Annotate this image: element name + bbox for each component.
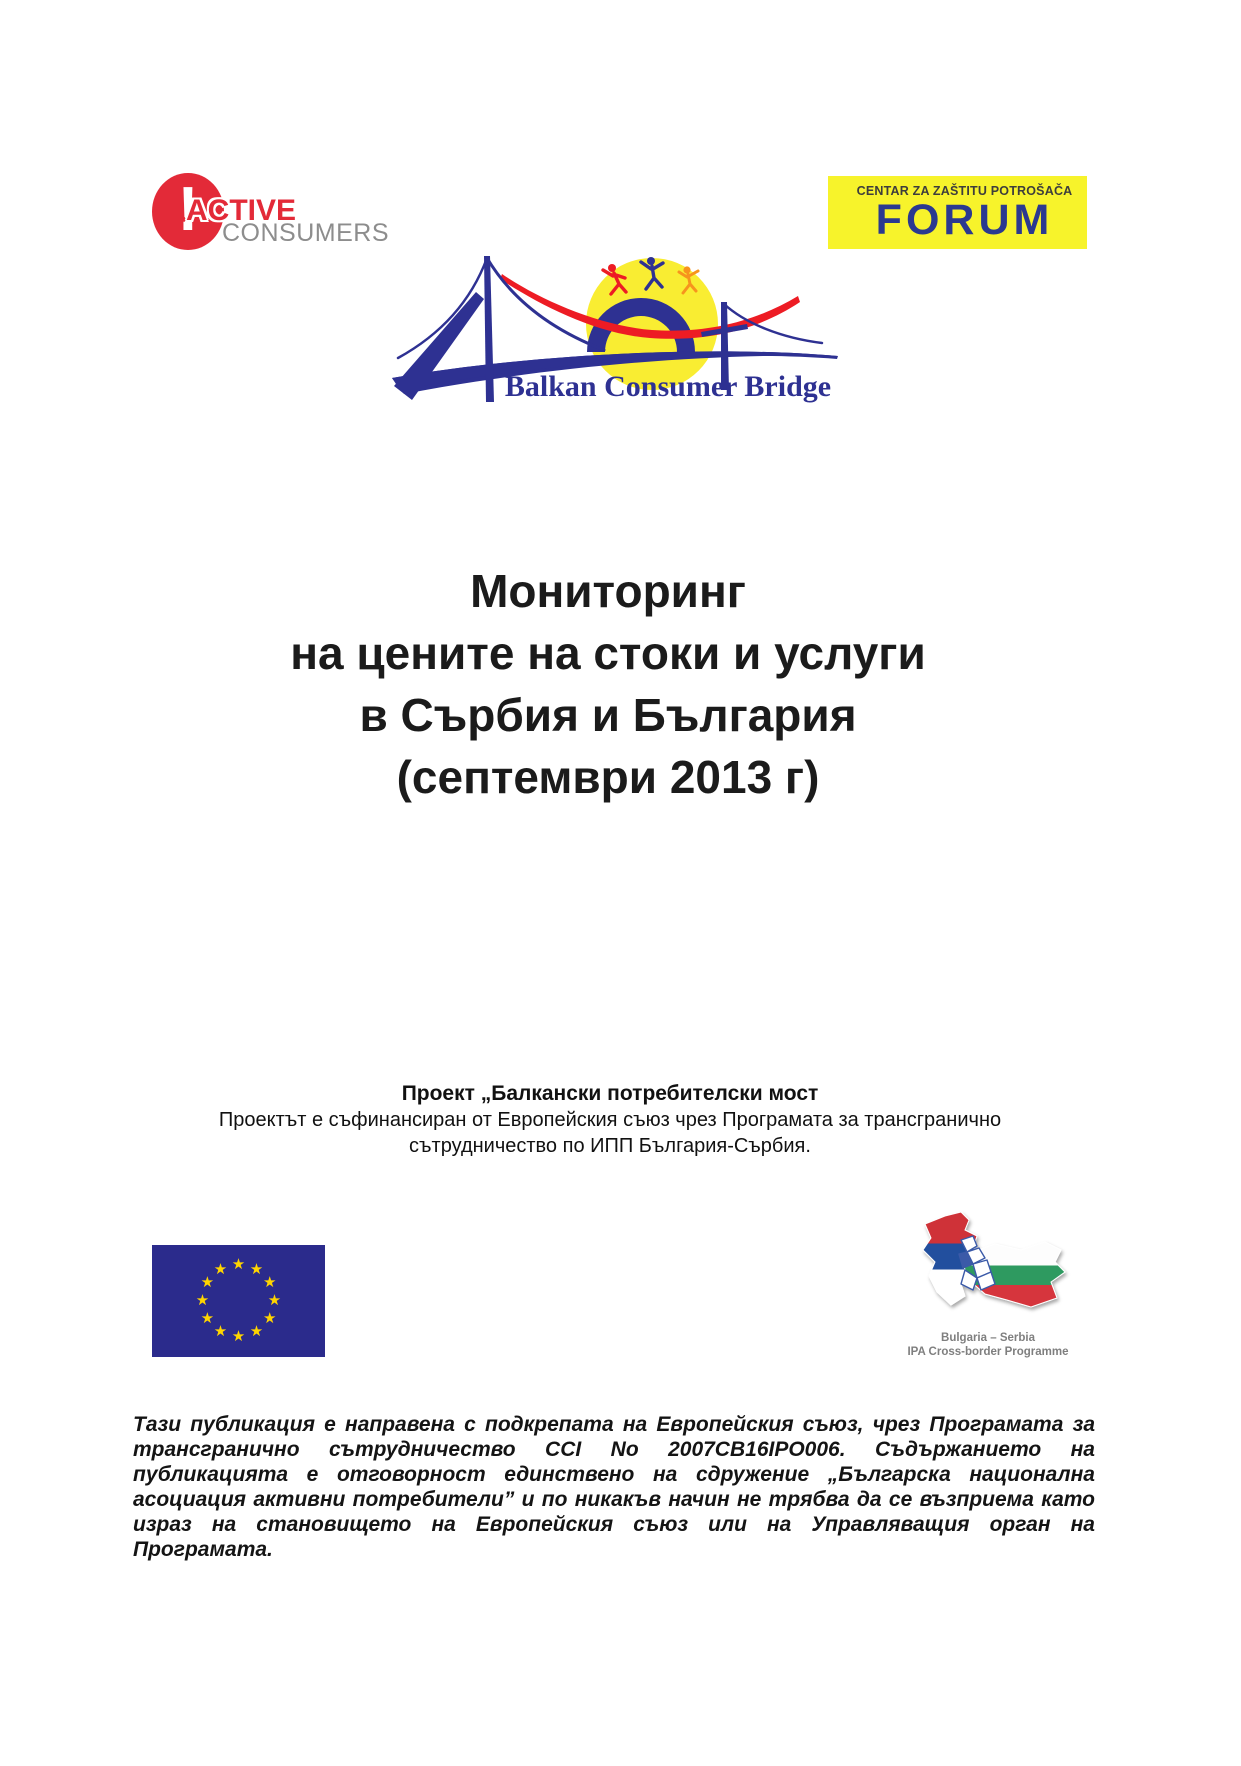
- eu-star-icon: ★: [267, 1291, 282, 1309]
- exclamation-icon: !: [177, 174, 199, 244]
- ipa-map-icon: [903, 1210, 1073, 1330]
- ipa-caption-line-2: IPA Cross-border Programme: [907, 1346, 1069, 1358]
- title-line-3: в Сърбия и България: [359, 689, 857, 741]
- disclaimer-text: Тази публикация е направена с подкрепата на Европейския съюз, чрез Програмата за трансгранично сътрудничество CCI No 2007CB16IPO006. Съдържанието на публикацията е отговорност единствено на сдружение „Българска национална асоциация активни потребители” и по никакъв начин не трябва да се възприема като израз на становището на Европейския съюз или на Управляващия орган на Програмата.: [133, 1413, 1095, 1561]
- eu-star-icon: ★: [249, 1259, 264, 1278]
- eu-star-icon: ★: [213, 1322, 228, 1341]
- forum-logo: [828, 176, 1087, 249]
- ipa-caption: [888, 1331, 1088, 1359]
- active-consumers-word-bottom: CONSUMERS: [222, 219, 390, 247]
- balkan-bridge-label: Balkan Consumer Bridge: [504, 370, 832, 403]
- active-consumers-word-top: ACTIVE: [186, 194, 297, 227]
- eu-star-icon: ★: [195, 1291, 210, 1309]
- eu-star-icon: ★: [213, 1259, 228, 1278]
- eu-star-icon: ★: [200, 1273, 215, 1291]
- forum-name: FORUM: [875, 195, 1054, 244]
- page-title: [92, 560, 1124, 808]
- eu-star-icon: ★: [262, 1273, 277, 1291]
- eu-star-icon: ★: [249, 1322, 264, 1341]
- project-heading: Проект „Балкански потребителски мост: [401, 1082, 819, 1105]
- project-block: [110, 1080, 1110, 1159]
- eu-star-icon: ★: [231, 1327, 246, 1345]
- eu-star-icon: ★: [200, 1309, 215, 1327]
- project-line-2: сътрудничество по ИПП България-Сърбия.: [409, 1135, 811, 1157]
- title-line-2: на цените на стоки и услуги: [290, 627, 926, 679]
- eu-flag-icon: [152, 1245, 325, 1357]
- ipa-caption-line-1: Bulgaria – Serbia: [941, 1332, 1035, 1344]
- forum-tagline: CENTAR ZA ZAŠTITU POTROŠAČA: [856, 183, 1073, 198]
- eu-star-icon: ★: [231, 1255, 246, 1273]
- project-line-1: Проектът е съфинансиран от Европейския съюз чрез Програмата за трансгранично: [218, 1109, 1002, 1131]
- eu-star-icon: ★: [262, 1309, 277, 1327]
- title-line-4: (септември 2013 г): [396, 751, 820, 803]
- title-line-1: Мониторинг: [470, 565, 746, 617]
